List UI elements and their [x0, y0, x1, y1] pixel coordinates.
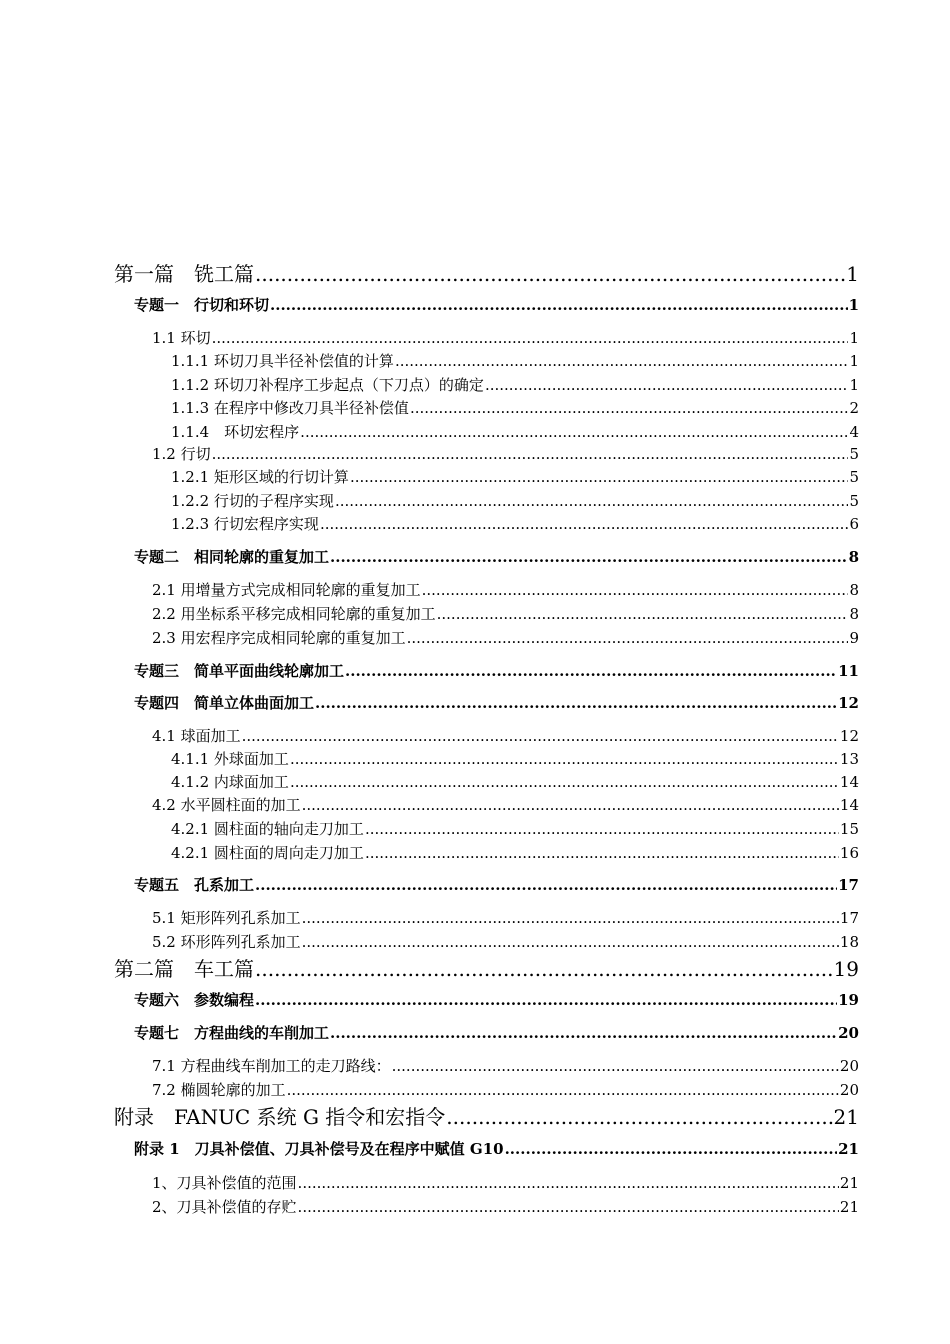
toc-dot-leader [255, 957, 833, 981]
toc-page-number: 5 [849, 445, 859, 463]
toc-page-number: 5 [849, 492, 859, 510]
toc-page-number: 4 [849, 423, 859, 441]
toc-entry-topic[interactable] [134, 294, 859, 315]
toc-dot-leader [330, 1024, 837, 1042]
toc-page-number: 20 [839, 1057, 859, 1075]
toc-entry-title: 第一篇 铣工篇 [114, 262, 254, 286]
toc-entry-title: 1.1.3 在程序中修改刀具半径补偿值 [171, 399, 409, 417]
toc-entry-title: 5.1 矩形阵列孔系加工 [152, 909, 301, 927]
toc-page-number: 8 [849, 581, 859, 599]
toc-entry-title: 专题二 相同轮廓的重复加工 [134, 548, 330, 566]
toc-entry-sub[interactable] [171, 513, 859, 534]
toc-entry-title: 5.2 环形阵列孔系加工 [152, 933, 301, 951]
toc-entry-topic[interactable] [134, 546, 859, 567]
toc-entry-sub[interactable] [171, 397, 859, 418]
toc-dot-leader [298, 1198, 839, 1216]
toc-page-number: 21 [833, 1105, 859, 1129]
toc-entry-app[interactable] [152, 1196, 859, 1217]
toc-page-number: 14 [839, 796, 859, 814]
toc-entry-topic[interactable] [134, 1022, 859, 1043]
toc-page-number: 21 [839, 1174, 859, 1192]
toc-dot-leader [287, 1081, 839, 1099]
toc-dot-leader [407, 629, 849, 647]
toc-entry-title: 7.2 椭圆轮廓的加工 [152, 1081, 286, 1099]
toc-dot-leader [255, 876, 837, 894]
toc-dot-leader [300, 423, 848, 441]
toc-dot-leader [212, 445, 849, 463]
toc-entry-title: 2.3 用宏程序完成相同轮廓的重复加工 [152, 629, 406, 647]
toc-entry-title: 专题三 简单平面曲线轮廓加工 [134, 662, 345, 680]
toc-dot-leader [446, 1105, 832, 1129]
toc-page-number: 17 [838, 876, 859, 894]
toc-dot-leader [422, 581, 849, 599]
toc-entry-title: 第二篇 车工篇 [114, 957, 254, 981]
toc-entry-title: 1.2.3 行切宏程序实现 [171, 515, 319, 533]
toc-entry-sub[interactable] [171, 421, 859, 442]
toc-dot-leader [255, 262, 845, 286]
toc-dot-leader [302, 909, 839, 927]
toc-entry-title: 4.1.1 外球面加工 [171, 750, 289, 768]
toc-page-number: 16 [839, 844, 859, 862]
toc-entry-sec[interactable] [152, 725, 859, 746]
toc-page-number: 19 [833, 957, 859, 981]
toc-page-number: 12 [838, 694, 859, 712]
toc-entry-sec[interactable] [152, 327, 859, 348]
toc-page-number: 17 [839, 909, 859, 927]
toc-dot-leader [255, 991, 837, 1009]
toc-dot-leader [290, 750, 839, 768]
toc-entry-sub[interactable] [171, 818, 859, 839]
toc-entry-sec[interactable] [152, 1055, 859, 1076]
toc-page-number: 6 [849, 515, 859, 533]
toc-dot-leader [302, 796, 839, 814]
toc-page-number: 12 [839, 727, 859, 745]
toc-entry-title: 1.1 环切 [152, 329, 211, 347]
toc-entry-title: 专题四 简单立体曲面加工 [134, 694, 315, 712]
toc-entry-title: 4.1 球面加工 [152, 727, 241, 745]
toc-entry-sub[interactable] [171, 466, 859, 487]
toc-entry-title: 1.1.1 环切刀具半径补偿值的计算 [171, 352, 394, 370]
toc-page-number: 20 [839, 1081, 859, 1099]
toc-entry-sub[interactable] [171, 350, 859, 371]
toc-dot-leader [290, 773, 839, 791]
toc-dot-leader [410, 399, 849, 417]
toc-entry-topic[interactable] [134, 874, 859, 895]
toc-entry-title: 1.1.4 环切宏程序 [171, 423, 300, 441]
toc-entry-topic[interactable] [134, 660, 859, 681]
toc-entry-title: 专题一 行切和环切 [134, 296, 270, 314]
toc-entry-app[interactable] [152, 1172, 859, 1193]
toc-dot-leader [335, 492, 849, 510]
toc-dot-leader [505, 1140, 838, 1158]
toc-dot-leader [345, 662, 837, 680]
toc-dot-leader [242, 727, 839, 745]
toc-page-number: 1 [849, 329, 859, 347]
toc-page-number: 5 [849, 468, 859, 486]
toc-entry-sub[interactable] [171, 748, 859, 769]
toc-page-number: 1 [848, 296, 859, 314]
toc-dot-leader [392, 1057, 839, 1075]
toc-entry-sec[interactable] [152, 579, 859, 600]
toc-entry-title: 专题六 参数编程 [134, 991, 255, 1009]
toc-entry-title: 4.2.1 圆柱面的周向走刀加工 [171, 844, 364, 862]
toc-dot-leader [270, 296, 848, 314]
toc-dot-leader [365, 844, 839, 862]
toc-entry-sec[interactable] [152, 603, 859, 624]
toc-page-number: 2 [849, 399, 859, 417]
toc-entry-sec[interactable] [152, 627, 859, 648]
toc-entry-sec[interactable] [152, 443, 859, 464]
toc-dot-leader [212, 329, 849, 347]
toc-entry-title: 1.1.2 环切刀补程序工步起点（下刀点）的确定 [171, 376, 484, 394]
toc-page-number: 1 [846, 262, 859, 286]
toc-dot-leader [485, 376, 849, 394]
toc-page-number: 1 [849, 376, 859, 394]
toc-page-number: 13 [839, 750, 859, 768]
toc-page-number: 11 [838, 662, 859, 680]
toc-page-number: 21 [838, 1140, 859, 1158]
toc-entry-title: 附录 1 刀具补偿值、刀具补偿号及在程序中赋值 G10 [134, 1140, 504, 1158]
toc-page-number: 8 [849, 605, 859, 623]
toc-dot-leader [350, 468, 849, 486]
toc-entry-sec[interactable] [152, 907, 859, 928]
toc-dot-leader [320, 515, 849, 533]
toc-entry-title: 7.1 方程曲线车削加工的走刀路线： [152, 1057, 391, 1075]
toc-entry-title: 2、刀具补偿值的存贮 [152, 1198, 297, 1216]
toc-dot-leader [437, 605, 849, 623]
toc-dot-leader [302, 933, 839, 951]
toc-entry-title: 2.1 用增量方式完成相同轮廓的重复加工 [152, 581, 421, 599]
toc-page-number: 21 [839, 1198, 859, 1216]
toc-page-number: 15 [839, 820, 859, 838]
toc-dot-leader [298, 1174, 839, 1192]
toc-entry-sub[interactable] [171, 771, 859, 792]
toc-entry-title: 2.2 用坐标系平移完成相同轮廓的重复加工 [152, 605, 436, 623]
toc-page-number: 1 [849, 352, 859, 370]
toc-entry-title: 1.2.2 行切的子程序实现 [171, 492, 334, 510]
toc-entry-title: 1.2.1 矩形区域的行切计算 [171, 468, 349, 486]
toc-entry-sub[interactable] [171, 842, 859, 863]
toc-entry-sec[interactable] [152, 931, 859, 952]
toc-dot-leader [315, 694, 837, 712]
toc-entry-title: 专题五 孔系加工 [134, 876, 255, 894]
toc-entry-sec[interactable] [152, 794, 859, 815]
toc-page-number: 9 [849, 629, 859, 647]
toc-entry-sec[interactable] [152, 1079, 859, 1100]
toc-entry-title: 4.2.1 圆柱面的轴向走刀加工 [171, 820, 364, 838]
toc-entry-topic[interactable] [134, 1138, 859, 1159]
toc-entry-part[interactable] [114, 1101, 859, 1130]
toc-entry-part[interactable] [114, 258, 859, 287]
toc-entry-title: 4.1.2 内球面加工 [171, 773, 289, 791]
toc-entry-topic[interactable] [134, 692, 859, 713]
toc-entry-title: 1、刀具补偿值的范围 [152, 1174, 297, 1192]
toc-dot-leader [365, 820, 839, 838]
toc-dot-leader [330, 548, 848, 566]
toc-page-number: 18 [839, 933, 859, 951]
toc-page-number: 8 [848, 548, 859, 566]
toc-dot-leader [395, 352, 849, 370]
toc-entry-title: 附录 FANUC 系统 G 指令和宏指令 [114, 1105, 446, 1129]
toc-entry-sub[interactable] [171, 490, 859, 511]
toc-entry-title: 专题七 方程曲线的车削加工 [134, 1024, 330, 1042]
toc-page-number: 20 [838, 1024, 859, 1042]
toc-entry-title: 1.2 行切 [152, 445, 211, 463]
toc-entry-title: 4.2 水平圆柱面的加工 [152, 796, 301, 814]
toc-page-number: 19 [838, 991, 859, 1009]
toc-page-number: 14 [839, 773, 859, 791]
toc-entry-sub[interactable] [171, 374, 859, 395]
toc-entry-part[interactable] [114, 953, 859, 982]
toc-entry-topic[interactable] [134, 989, 859, 1010]
